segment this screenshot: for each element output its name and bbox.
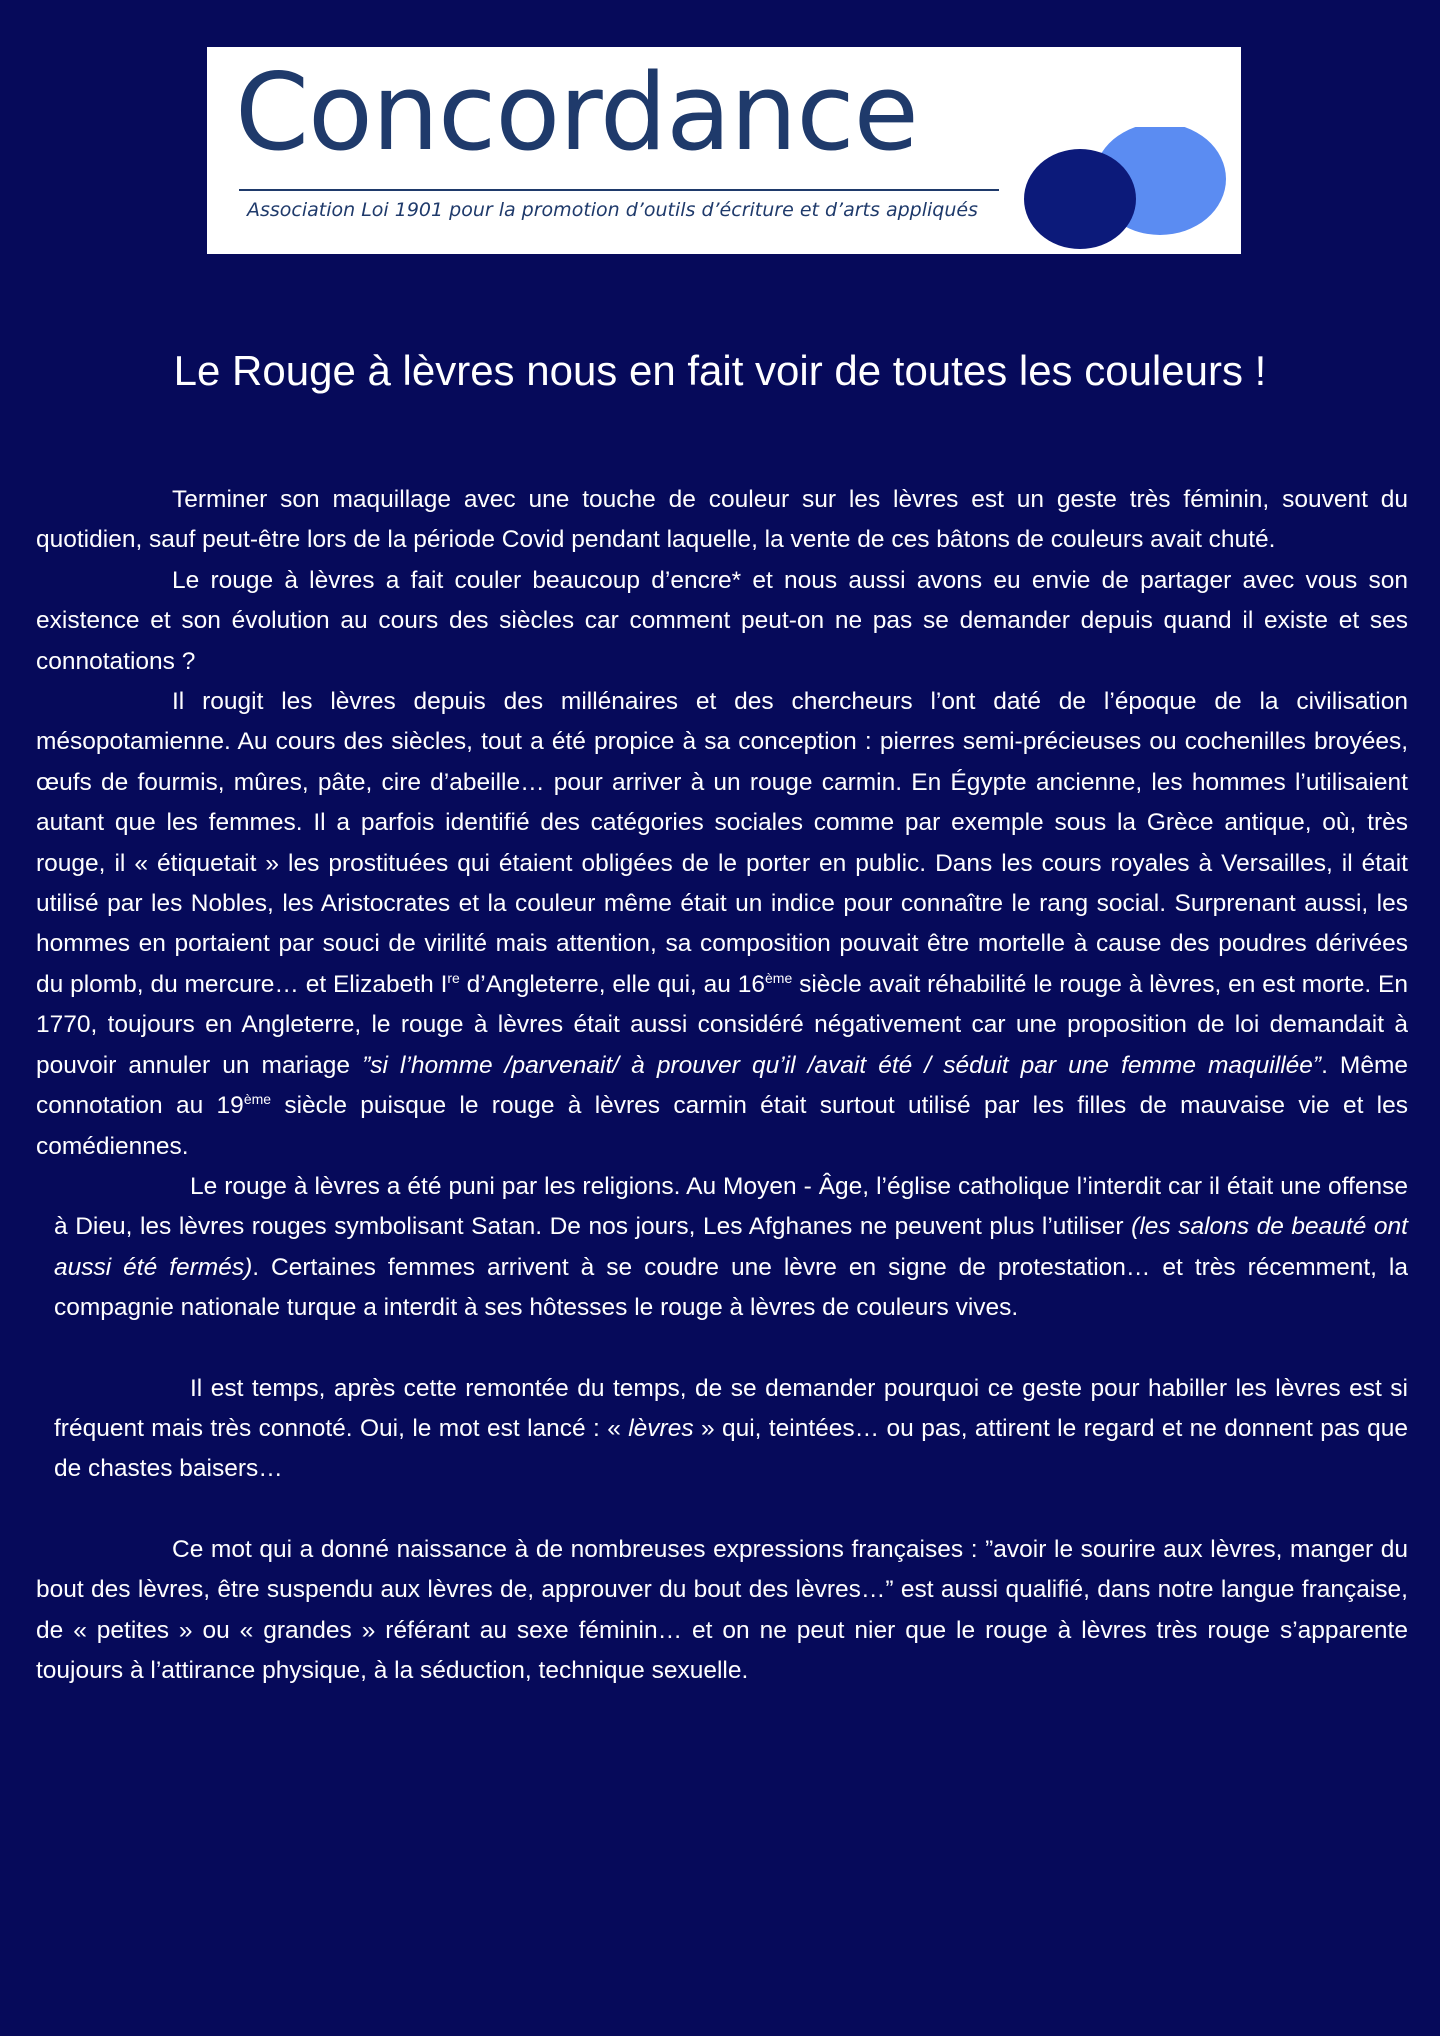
logo-circle-dark xyxy=(1024,149,1136,249)
ordinal-eme-19: ème xyxy=(243,1090,272,1107)
history-quote: ”si l’homme /parvenait/ à prouver qu’il /avait été / séduit par une femme maquillée” xyxy=(362,1051,1322,1079)
paragraph-expressions: Ce mot qui a donné naissance à de nombreuses expressions françaises : ”avoir le sourire aux lèvres, manger du bout des lèvres, être suspendu aux lèvres de, approuver du bout des lèvres…” est aussi qualifié, dans notre langue française, de « petites » ou « grandes » référant au sexe féminin… et on ne peut nier que le rouge à lèvres très rouge s’apparente toujours à l’attirance physique, à la séduction, technique sexuelle. xyxy=(36,1535,1408,1684)
paragraph-makeup: Terminer son maquillage avec une touche de couleur sur les lèvres est un geste très féminin, souvent du quotidien, sauf peut-être lors de la période Covid pendant laquelle, la vente de ces bâtons de couleurs avait chuté. xyxy=(36,486,1408,554)
paragraph-gesture xyxy=(36,1369,1408,1490)
ordinal-re: re xyxy=(447,969,460,986)
concordance-logo xyxy=(207,47,1241,254)
gesture-italic: lèvres xyxy=(628,1414,694,1442)
logo-wordmark: Concordance xyxy=(235,51,918,174)
logo-tagline: Association Loi 1901 pour la promotion d’outils d’écriture et d’arts appliqués xyxy=(247,199,978,221)
history-text-b: d’Angleterre, elle qui, au 16 xyxy=(459,970,766,998)
logo-circles-icon xyxy=(1022,127,1232,254)
article-title: Le Rouge à lèvres nous en fait voir de toutes les couleurs ! xyxy=(173,347,1267,394)
history-text-d: . Même connotation au 19 xyxy=(36,1051,1409,1120)
logo-divider xyxy=(239,189,999,191)
religions-text-a: Le rouge à lèvres a été puni par les religions. Au Moyen - Âge, l’église catholique l’interdit car il était une offense à Dieu, les lèvres rouges symbolisant Satan. De nos jours, Les Afghanes ne peuvent plus l’utiliser xyxy=(54,1172,1408,1241)
ordinal-eme-16: ème xyxy=(765,969,793,986)
religions-italic: (les salons de beauté ont aussi été fermés) xyxy=(54,1213,1408,1281)
history-text-e: siècle puisque le rouge à lèvres carmin était surtout utilisé par les filles de mauvaise vie et les comédiennes. xyxy=(36,1092,1409,1160)
paragraph-ink: Le rouge à lèvres a fait couler beaucoup d’encre* et nous aussi avons eu envie de partager avec vous son existence et son évolution au cours des siècles car comment peut-on ne pas se demander depuis quand il existe et ses connotations ? xyxy=(36,566,1408,675)
religions-text-b: . Certaines femmes arrivent à se coudre une lèvre en signe de protestation… et très récemment, la compagnie nationale turque a interdit à ses hôtesses le rouge à lèvres de couleurs vives. xyxy=(54,1253,1409,1322)
paragraph-religions xyxy=(36,1167,1408,1329)
article-body xyxy=(36,480,1408,1691)
gesture-text-b: » qui, teintées… ou pas, attirent le regard et ne donnent pas que de chastes baisers… xyxy=(54,1414,1408,1483)
history-text-a: Il rougit les lèvres depuis des millénaires et des chercheurs l’ont daté de l’époque de la civilisation mésopotamienne. Au cours des siècles, tout a été propice à sa conception : pierres semi-précieuses ou cochenilles broyées, œufs de fourmis, mûres, pâte, cire d’abeille… pour arriver à un rouge carmin. En Égypte ancienne, les hommes l’utilisaient autant que les femmes. Il a parfois identifié des catégories sociales comme par exemple sous la Grèce antique, où, très rouge, il « étiquetait » les prostituées qui étaient obligées de le porter en public. Dans les cours royales à Versailles, il était utilisé par les Nobles, les Aristocrates et la couleur même était un indice pour connaître le rang social. Surprenant aussi, les hommes en portaient par souci de virilité mais attention, sa composition pouvait être mortelle à cause des poudres dérivées du plomb, du mercure… et Elizabeth I xyxy=(36,688,1408,998)
paragraph-history xyxy=(36,682,1408,1167)
gesture-text-a: Il est temps, après cette remontée du temps, de se demander pourquoi ce geste pour habiller les lèvres est si fréquent mais très connoté. Oui, le mot est lancé : « xyxy=(54,1374,1408,1442)
history-text-c: siècle avait réhabilité le rouge à lèvres, en est morte. En 1770, toujours en Angleterre, le rouge à lèvres était aussi considéré négativement car une proposition de loi demandait à pouvoir annuler un mariage xyxy=(36,970,1408,1079)
